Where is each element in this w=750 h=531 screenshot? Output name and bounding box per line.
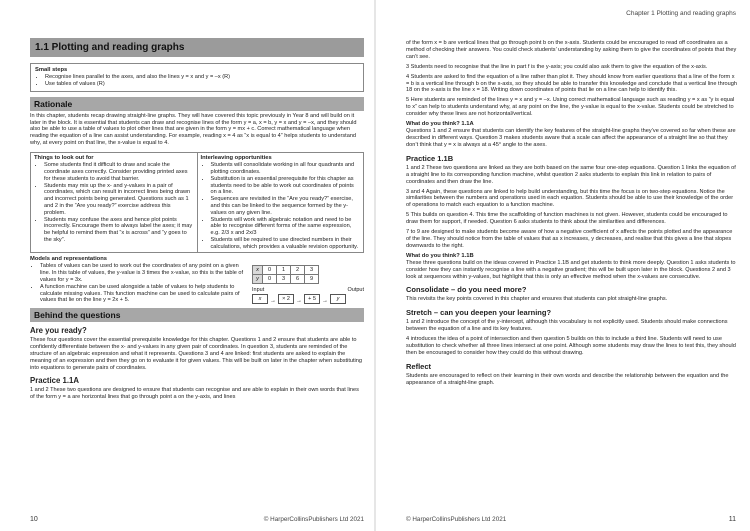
y-label: y — [253, 275, 263, 284]
wdyt-1-1a-heading: What do you think? 1.1A — [406, 121, 474, 128]
copyright: © HarperCollinsPublishers Ltd 2021 — [263, 516, 364, 523]
stretch-heading: Stretch – can you deepen your learning? — [406, 308, 552, 318]
interleaving-list — [201, 162, 361, 250]
table-cell: 0 — [263, 275, 277, 284]
machine-input: x — [252, 294, 268, 304]
paragraph: 3 and 4 Again, these questions are linked to help build understanding, but this time the focus is on two-step equations. Notice the similarities between the numbers and operations used in each equation. Students should be able to use their knowledge of the order of operations to match each equation to a function machine. — [406, 188, 734, 209]
interleaving-opportunities — [197, 153, 364, 252]
things-to-look-out-for — [31, 153, 197, 252]
list-item: • Tables of values can be used to work out the coordinates of any point on a given line. In this table of values, the y-value is 3 times the x-value, so this is the table of values for y = 3x. — [40, 263, 248, 283]
input-label: Input — [252, 287, 265, 294]
machine-row — [252, 294, 364, 304]
paragraph: Questions 1 and 2 ensure that students can identify the key features of the straight-line graphs they’ve covered so far when these are described in different ways. Question 3 makes students aware that a scale can affect the appearance of a straight line so that they don’t think that y = x is always at a 45° angle to the axes. — [406, 128, 736, 148]
list-item: • A function machine can be used alongside a table of values to help students to calculate missing values. This function machine can be used to calculate pairs of values that lie on the line y = 2x + 5. — [40, 284, 248, 304]
x-label: x — [253, 266, 263, 275]
models-list — [30, 263, 248, 304]
copyright: © HarperCollinsPublishers Ltd 2021 — [406, 516, 507, 523]
page-title: 1.1 Plotting and reading graphs — [30, 38, 364, 57]
reflect-heading: Reflect — [406, 361, 432, 371]
paragraph: 7 to 9 are designed to make students become aware of how a negative coefficient of x affects the points plotted and the appearance of the line. They should notice from the table of values that as x increases, y decreases, and realise that this gives a line that slopes downwards to the right. — [406, 229, 733, 249]
list-item: • Some students find it difficult to draw and scale the coordinate axes correctly. Consider providing printed axes for these students to avoid that barrier. — [44, 162, 194, 182]
models-figures — [252, 263, 364, 304]
table-cell: 9 — [305, 275, 319, 284]
paragraph: 3 Students need to recognise that the line in part f is the y-axis; you could also ask them to give the equation of the x-axis. — [406, 63, 708, 70]
small-steps-box — [30, 63, 364, 92]
table-cell: 2 — [291, 266, 305, 275]
paragraph: 4 Students are asked to find the equation of a line rather than plot it. They should know from earlier questions that a line of the form x = b is a vertical line through b on the x-axis, so they should be able to transfer this knowledge and conclude that a vertical line through 18 on the x-axis is the line x = 18. Writing down coordinates of points that lie on a line can help to identify this. — [406, 73, 738, 94]
wdyt-1-1b-heading: What do you think? 1.1B — [406, 252, 474, 259]
small-steps-heading: Small steps — [35, 67, 68, 73]
machine-step: + 5 — [304, 294, 320, 304]
right-footer — [406, 516, 736, 523]
left-content — [30, 38, 364, 404]
page-number: 11 — [728, 516, 736, 523]
list-item: • Students will consolidate working in all four quadrants and plotting coordinates. — [211, 162, 361, 176]
consolidate-heading: Consolidate – do you need more? — [406, 285, 527, 295]
small-steps-list — [35, 74, 359, 88]
table-cell: 3 — [277, 275, 291, 284]
behind-questions-heading: Behind the questions — [30, 308, 364, 322]
table-cell: 6 — [291, 275, 305, 284]
are-you-ready-heading: Are you ready? — [30, 326, 87, 336]
models-heading: Models and representations — [30, 256, 107, 263]
two-column-box — [30, 152, 364, 253]
table-cell: 0 — [263, 266, 277, 275]
arrow-icon: → — [296, 298, 302, 305]
paragraph: These three questions build on the ideas covered in Practice 1.1B and get students to think more deeply. Question 1 asks students to consider how they can instantly recognise a line with a negative gradient; this will be built upon later in the block. Questions 2 and 3 look at sequences within y-values, but highlight that this is only an effective method when the x-values are consecutive. — [406, 259, 736, 280]
paragraph: of the form x = b are vertical lines that go through point b on the x-axis. Students could be encouraged to read off coordinates as a method of checking their answers. You could check students’ understanding by asking them to give the coordinates of points that they can’t see. — [406, 40, 737, 60]
paragraph: 4 introduces the idea of a point of intersection and then question 5 builds on this to include a third line. Students will need to use substitution to check whether all three lines intersect at one point. Although some students may draw the lines to test this, they should then be encouraged to consider how they could do this without drawing. — [406, 336, 736, 356]
practice-1-1a-heading: Practice 1.1A — [30, 376, 79, 386]
table-row — [253, 275, 319, 284]
left-footer — [30, 516, 364, 523]
table-of-values — [252, 265, 319, 284]
machine-step: × 2 — [278, 294, 294, 304]
list-item: • Substitution is an essential prerequisite for this chapter as students need to be able to work out coordinates of points on a line. — [211, 176, 361, 196]
table-row — [253, 266, 319, 275]
table-cell: 3 — [305, 266, 319, 275]
paragraph: This revisits the key points covered in this chapter and ensures that students can plot straight-line graphs. — [406, 296, 668, 303]
practice-1-1b-heading: Practice 1.1B — [406, 153, 454, 163]
page-number: 10 — [30, 516, 38, 523]
paragraph: Students are encouraged to reflect on their learning in their own words and describe the relationship between the equation and the appearance of a straight-line graph. — [406, 372, 729, 386]
list-item: • Students may mix up the x- and y-values in a pair of coordinates, which can result in incorrect lines being drawn and incorrect points being generated. Questions such as 1 and 2 in the “Are you ready?” exercise address this problem. — [44, 183, 194, 217]
small-step-item: • Use tables of values (R) — [45, 81, 359, 88]
right-page — [376, 0, 750, 531]
list-item: • Students will be required to use directed numbers in their calculations, which provides a valuable revision opportunity. — [211, 237, 361, 251]
rationale-text: In this chapter, students recap drawing straight-line graphs. They will have covered this topic previously in Year 8 and will build on it later in the block. It is essential that students can draw and recognise lines of the form y = a, x = b, y = x and y = –x, and they should also be able to use a table of values to plot other lines that are given in the form y = mx + c. Correct mathematical language when reading the equation of a line can assist understanding. For example, reading x = 4 as “x is equal to 4” helps students to understand why, at every point on that line, the x-value is equal to 4. — [30, 112, 357, 147]
machine-labels — [252, 287, 364, 293]
models-section — [30, 263, 364, 304]
arrow-icon: → — [270, 298, 276, 305]
small-step-item: • Recognise lines parallel to the axes, and also the lines y = x and y = –x (R) — [45, 74, 359, 81]
running-header: Chapter 1 Plotting and reading graphs — [626, 10, 736, 17]
paragraph: 5 This builds on question 4. This time the scaffolding of function machines is not given. However, students could be encouraged to draw them for support, if needed. Question 6 asks students to think about the similarities and differences. — [406, 212, 728, 226]
rationale-heading: Rationale — [30, 97, 364, 111]
paragraph: 1 and 2 introduce the concept of the y-intercept, although this vocabulary is not explicitly used. Students should make connections between the equation of a line and its key features. — [406, 319, 728, 333]
table-cell: 1 — [277, 266, 291, 275]
left-page — [0, 0, 374, 531]
paragraph: 5 Here students are reminded of the lines y = x and y = –x. Using correct mathematical language such as reading y = x as “y is equal to x” can help to students understand why, at any point on the line, the y-value is equal to the x-value. Students could be stretched to consider why these lines are not horizontal/vertical. — [406, 97, 735, 118]
list-item: • Students may confuse the axes and hence plot points incorrectly. Encourage them to always label the axes; it may be helpful to remind them that “x is across” and “y goes to the sky”. — [44, 217, 194, 244]
function-machine — [252, 287, 364, 304]
arrow-icon: → — [322, 298, 328, 305]
right-content — [406, 40, 738, 390]
paragraph: 1 and 2 These two questions are linked as they are both based on the same four one-step equations. Question 1 links the equation of a straight line to its corresponding function machine, whilst question 2 asks students to explain this link in relation to pairs of coordinates and then draw the line. — [406, 164, 736, 185]
list-item: • Students will work with algebraic notation and need to be able to recognise different forms of the same expression, e.g. 2/3 x and 2x/3 — [211, 217, 361, 237]
machine-output: y — [330, 294, 346, 304]
practice-1-1a-text: 1 and 2 These two questions are designed to ensure that students can recognise and are able to explain in their own words that lines of the form y = a are horizontal lines that go through point a on the y-axis, and lines — [30, 387, 359, 400]
list-item: • Sequences are revisited in the “Are you ready?” exercise, and this can be linked to the sequence formed by the y-values on any given line. — [211, 196, 361, 216]
are-you-ready-text: These four questions cover the essential prerequisite knowledge for this chapter. Questions 1 and 2 ensure that students are able to confidently differentiate between the x- and y-values in any given pair of coordinates. In question 3, students are reminded of the structure of an algebraic expression and what it represents. Questions 3 and 4 are linked: first students are asked to explain the meaning of an expression and then they go on to evaluate it for given values. This will be built on later in the chapter when substituting into equations to generate pairs of coordinates. — [30, 337, 362, 372]
things-heading: Things to look out for — [34, 155, 94, 162]
things-list — [34, 162, 194, 244]
interleaving-heading: Interleaving opportunities — [200, 155, 272, 162]
output-label: Output — [347, 287, 364, 294]
